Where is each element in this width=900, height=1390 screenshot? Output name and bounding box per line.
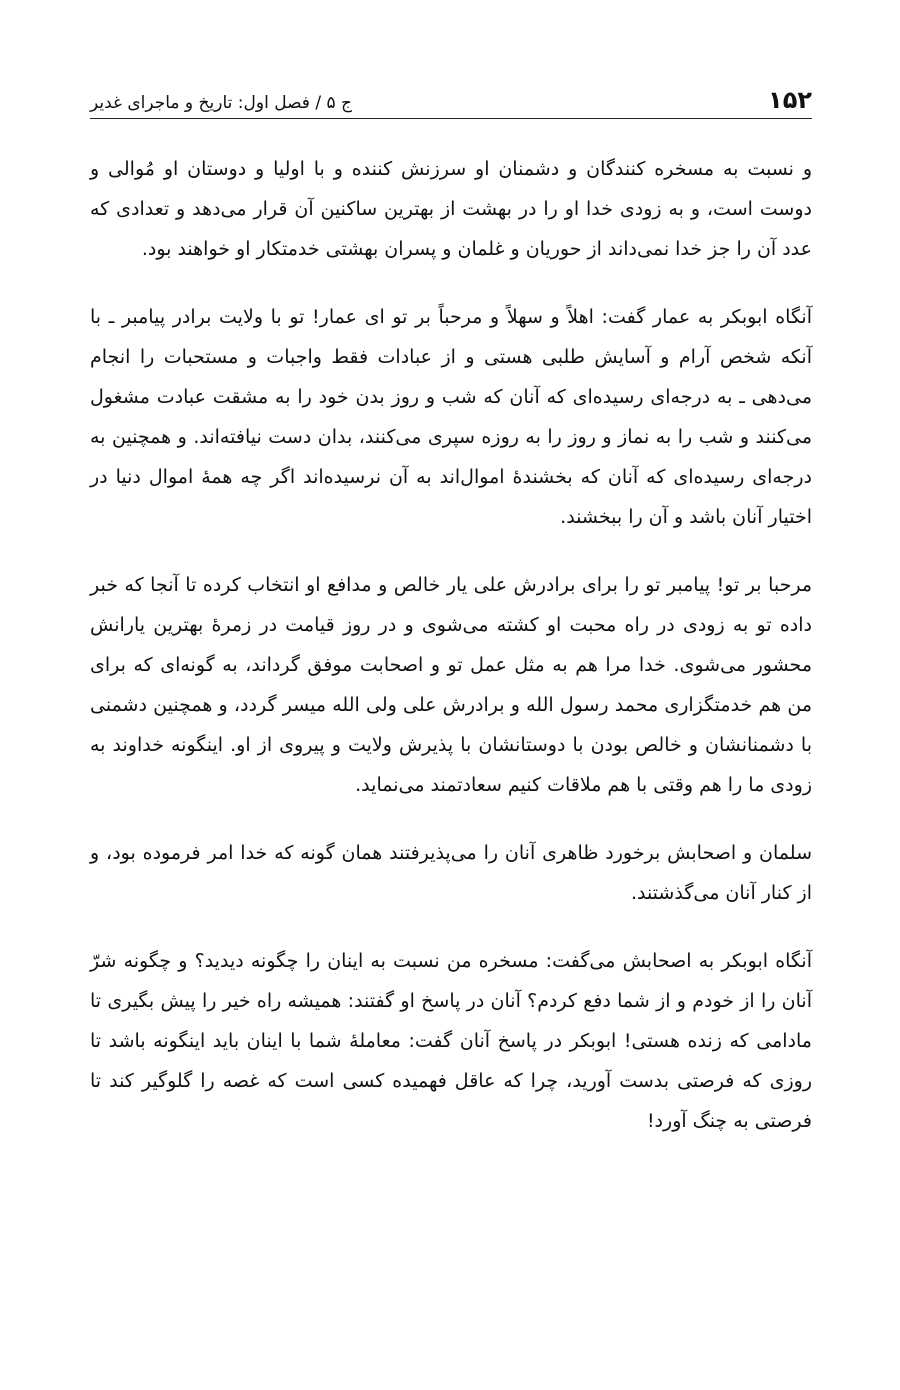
body-text <box>90 149 812 1141</box>
page-header <box>90 60 812 119</box>
paragraph-2: آنگاه ابوبکر به عمار گفت: اهلاً و سهلاً و مرحباً بر تو ای عمار! تو با ولایت برادر پیامبر ـ با آنکه شخص آرام و آسایش طلبی هستی و از عبادات فقط واجبات و مستحبات را انجام می‌دهی ـ به درجه‌ای رسیده‌ای که آنان که شب و روز بدن خود را به مشقت عبادت مشغول می‌کنند و شب را به نماز و روز را به روزه سپری می‌کنند، بدان دست نیافته‌اند. و همچنین به درجه‌ای رسیده‌ای که آنان که بخشندهٔ اموال‌اند به آن نرسیده‌اند اگر چه همهٔ اموال دنیا در اختیار آنان باشد و آن را ببخشند. <box>90 306 812 528</box>
paragraph-4: سلمان و اصحابش برخورد ظاهری آنان را می‌پذیرفتند همان گونه که خدا امر فرموده بود، و از کنار آنان می‌گذشتند. <box>90 842 812 904</box>
running-head: ج ۵ / فصل اول: تاریخ و ماجرای غدیر <box>90 93 353 113</box>
paragraph-5: آنگاه ابوبکر به اصحابش می‌گفت: مسخره من نسبت به اینان را چگونه دیدید؟ و چگونه شرّ آنان را از خودم و از شما دفع کردم؟ آنان در پاسخ او گفتند: همیشه راه خیر را پیش بگیری تا مادامی که زنده هستی! ابوبکر در پاسخ آنان گفت: معاملهٔ شما با اینان باید اینگونه باشد تا روزی که فرصتی بدست آورید، چرا که عاقل فهمیده کسی است که غصه را گلوگیر کند تا فرصتی به چنگ آورد! <box>90 950 812 1132</box>
paragraph-1: و نسبت به مسخره کنندگان و دشمنان او سرزنش کننده و با اولیا و دوستان او مُوالی و دوست است، و به زودی خدا او را در بهشت از بهترین ساکنین آن قرار می‌دهد و تعدادی که عدد آن را جز خدا نمی‌داند از حوریان و غلمان و پسران بهشتی خدمتکار او خواهند بود. <box>90 158 812 260</box>
page-number: ۱۵۲ <box>768 86 812 114</box>
paragraph-3: مرحبا بر تو! پیامبر تو را برای برادرش علی یار خالص و مدافع او انتخاب کرده تا آنجا که خبر داده تو به زودی در راه محبت او کشته می‌شوی و در روز قیامت در زمرهٔ بهترین یارانش محشور می‌شوی. خدا مرا هم به مثل عمل تو و اصحابت موفق گرداند، به گونه‌ای که برای من هم خدمتگزاری محمد رسول الله و برادرش علی ولی الله میسر گردد، و همچنین دشمنی با دشمنانشان و خالص بودن با دوستانشان با پذیرش ولایت و پیروی از او. اینگونه خداوند به زودی ما را هم وقتی با هم ملاقات کنیم سعادتمند می‌نماید. <box>90 574 812 796</box>
book-page <box>90 60 812 1360</box>
